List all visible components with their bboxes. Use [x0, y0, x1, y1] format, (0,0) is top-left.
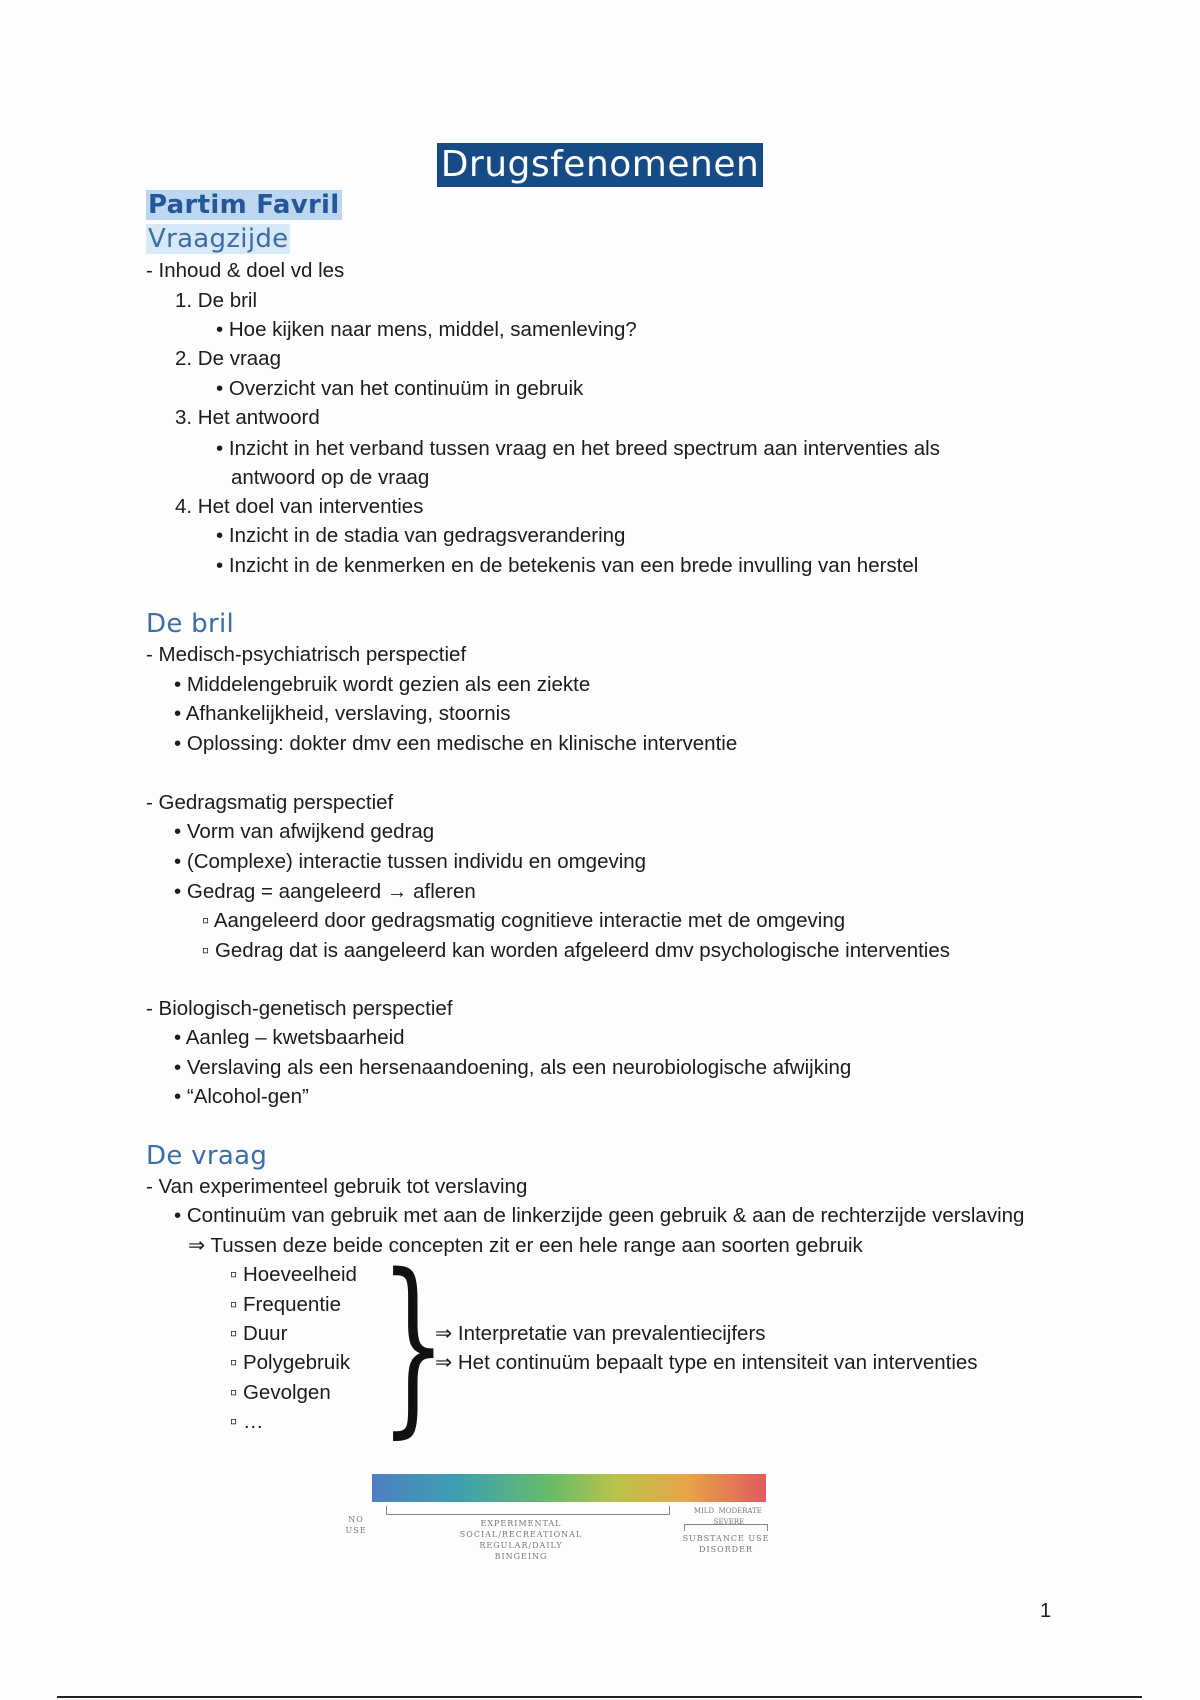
factor-item: ▫ Gevolgen — [230, 1380, 331, 1406]
list-item: 3. Het antwoord — [175, 406, 320, 429]
factor-item: ▫ Hoeveelheid — [230, 1262, 357, 1288]
list-item: • Gedrag = aangeleerd → afleren — [174, 880, 476, 903]
use-type-label: SOCIAL/RECREATIONAL — [459, 1530, 583, 1539]
disorder-label — [676, 1533, 776, 1555]
perspective-title: - Biologisch-genetisch perspectief — [146, 997, 453, 1020]
list-item: • Vorm van afwijkend gedrag — [174, 820, 435, 843]
perspective-title: - Gedragsmatig perspectief — [146, 791, 394, 814]
severity-label: MILD — [693, 1507, 715, 1515]
list-item: • Continuüm van gebruik met aan de linkerzijde geen gebruik & aan de rechterzijde verslaving — [174, 1204, 1025, 1227]
list-item: • “Alcohol-gen” — [174, 1085, 309, 1108]
sub-list-item: ▫ Gedrag dat is aangeleerd kan worden afgeleerd dmv psychologische interventies — [202, 939, 950, 962]
factor-item: ▫ Frequentie — [230, 1292, 341, 1318]
list-item: • Oplossing: dokter dmv een medische en klinische interventie — [174, 732, 738, 755]
vraagzijde-intro: - Inhoud & doel vd les — [146, 259, 345, 282]
conclusion-item: ⇒ Interpretatie van prevalentiecijfers — [435, 1322, 766, 1345]
page-title: Drugsfenomenen — [437, 143, 764, 187]
vraagzijde-heading — [146, 224, 290, 254]
list-item: • Aanleg – kwetsbaarheid — [174, 1026, 405, 1049]
conclusion-item: ⇒ Het continuüm bepaalt type en intensiteit van interventies — [435, 1351, 978, 1374]
severity-label: MODERATE — [718, 1507, 762, 1515]
arrow-item: ⇒ Tussen deze beide concepten zit er een hele range aan soorten gebruik — [188, 1234, 863, 1257]
severity-label: SEVERE — [713, 1518, 745, 1526]
list-item: • Afhankelijkheid, verslaving, stoornis — [174, 702, 511, 725]
use-type-label: BINGEING — [494, 1552, 548, 1561]
partim-heading — [146, 190, 342, 220]
use-types-bracket — [386, 1506, 670, 1515]
perspective-title: - Medisch-psychiatrisch perspectief — [146, 643, 467, 666]
use-type-label: REGULAR/DAILY — [479, 1541, 563, 1550]
list-item: • Overzicht van het continuüm in gebruik — [216, 377, 584, 400]
list-item: 1. De bril — [175, 289, 258, 312]
list-item: • (Complexe) interactie tussen individu en omgeving — [174, 850, 647, 873]
sub-list-item: ▫ Aangeleerd door gedragsmatig cognitieve interactie met de omgeving — [202, 909, 846, 932]
list-item: 4. Het doel van interventies — [175, 495, 424, 518]
de-vraag-intro: - Van experimenteel gebruik tot verslaving — [146, 1175, 528, 1198]
list-item: • Middelengebruik wordt gezien als een ziekte — [174, 673, 591, 696]
disorder-label-line: SUBSTANCE USE — [682, 1534, 770, 1543]
title-wrap — [0, 143, 1200, 187]
partim-label: Partim Favril — [148, 190, 340, 220]
use-spectrum-bar — [372, 1474, 766, 1502]
list-item: • Inzicht in de stadia van gedragsverandering — [216, 524, 626, 547]
severity-labels — [682, 1506, 776, 1528]
curly-brace: } — [380, 1234, 447, 1455]
disorder-label-line: DISORDER — [699, 1545, 753, 1554]
use-types-label — [446, 1518, 596, 1562]
list-item: • Inzicht in de kenmerken en de betekenis van een brede invulling van herstel — [216, 554, 919, 577]
factor-item: ▫ Polygebruik — [230, 1350, 350, 1376]
de-bril-heading: De bril — [146, 609, 235, 639]
vraagzijde-label: Vraagzijde — [148, 224, 289, 254]
de-vraag-heading: De vraag — [146, 1141, 268, 1171]
list-item: • Inzicht in het verband tussen vraag en het breed spectrum aan interventies als — [216, 437, 940, 460]
no-use-label: NO USE — [345, 1515, 367, 1535]
footer-divider — [57, 1696, 1142, 1698]
list-item: 2. De vraag — [175, 347, 281, 370]
factor-item: ▫ Duur — [230, 1321, 287, 1347]
list-item: • Hoe kijken naar mens, middel, samenleving? — [216, 318, 637, 341]
page-number: 1 — [1040, 1600, 1052, 1622]
factor-item: ▫ … — [230, 1409, 263, 1435]
use-type-label: EXPERIMENTAL — [480, 1519, 562, 1528]
list-item: • Verslaving als een hersenaandoening, als een neurobiologische afwijking — [174, 1056, 852, 1079]
list-item: antwoord op de vraag — [231, 466, 430, 489]
